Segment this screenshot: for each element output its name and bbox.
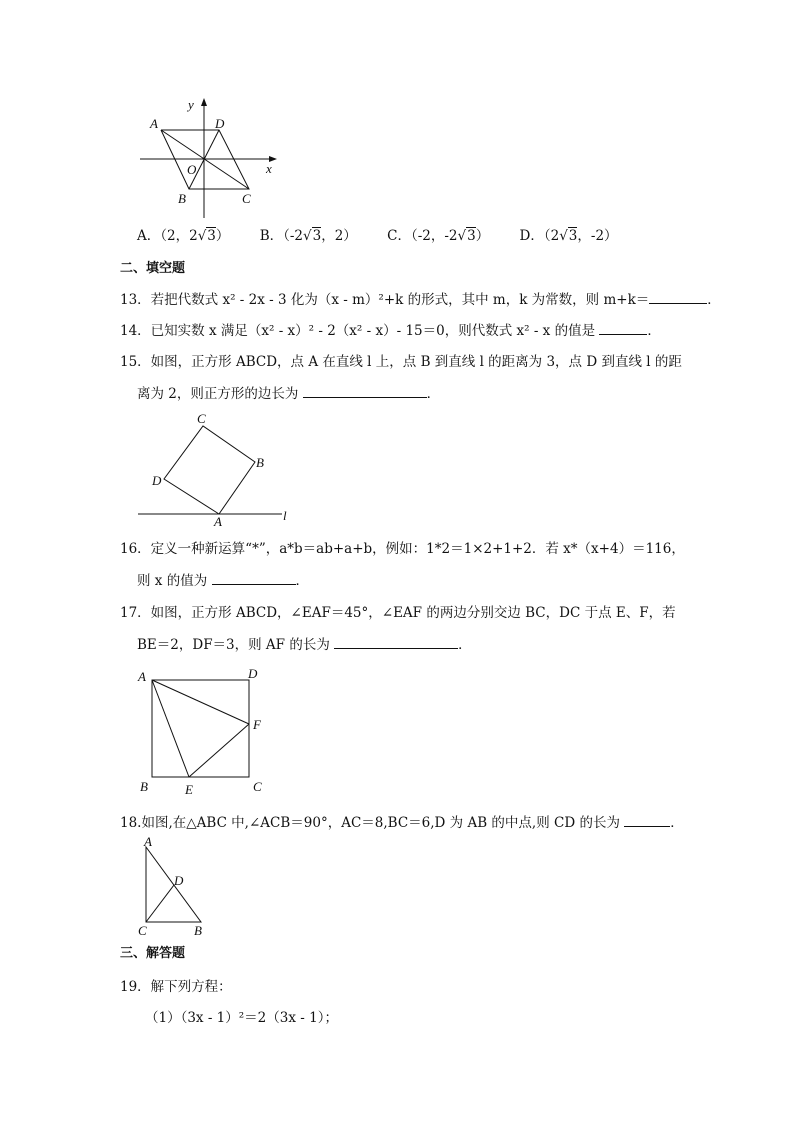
q19-part1: （1）（3x - 1）²＝2（3x - 1）； <box>145 1010 338 1026</box>
q12-label-x: x <box>266 161 272 176</box>
q17-label-c: C <box>253 779 262 794</box>
q15-label-d: D <box>152 473 162 488</box>
q16-answer-blank[interactable] <box>212 570 296 585</box>
q18-label-a: A <box>144 835 152 849</box>
q15-label-l: l <box>283 508 287 523</box>
q17-line1: 17．如图，正方形 ABCD，∠EAF＝45°，∠EAF 的两边分别交边 BC，DC 于点 E、F，若 <box>120 605 676 621</box>
q12-label-y: y <box>188 97 194 112</box>
sqrt-icon: √ <box>457 228 467 244</box>
q17-line2: BE＝2，DF＝3，则 AF 的长为 ． <box>137 634 472 655</box>
q12-label-b: B <box>178 191 186 206</box>
q16-line2: 则 x 的值为 ． <box>137 570 309 591</box>
q17-label-d: D <box>248 666 258 681</box>
sqrt-icon: √ <box>559 228 568 244</box>
q14-answer-blank[interactable] <box>599 320 647 335</box>
q18-answer-blank[interactable] <box>624 812 670 827</box>
q15-answer-blank[interactable] <box>303 383 427 398</box>
q17-label-a: A <box>138 669 146 684</box>
q12-option-c: C．（-2，-2√3） <box>387 228 490 244</box>
q13-answer-blank[interactable] <box>649 289 707 304</box>
q15-label-a: A <box>214 514 222 529</box>
q12-option-d: D．（2√3，-2） <box>519 228 618 244</box>
section-answer-title: 三、解答题 <box>120 946 186 961</box>
q17-label-b: B <box>140 779 148 794</box>
q12-option-b: B．（-2√3，2） <box>259 228 357 244</box>
q14-text: 14．已知实数 x 满足（x² - x）² - 2（x² - x）- 15＝0，则代数式 x² - x 的值是 ． <box>120 320 661 341</box>
q15-label-c: C <box>197 411 206 426</box>
q18-label-b: B <box>194 923 202 938</box>
q17-figure <box>135 664 270 799</box>
q12-figure <box>135 92 285 222</box>
q12-options <box>137 226 644 246</box>
q12-option-a: A．（2，2√3） <box>137 228 230 244</box>
q18-figure <box>133 835 213 939</box>
q15-line1: 15．如图，正方形 ABCD，点 A 在直线 l 上，点 B 到直线 l 的距离为 3，点 D 到直线 l 的距 <box>120 354 682 370</box>
q19-text: 19．解下列方程： <box>120 979 232 995</box>
q15-line2: 离为 2，则正方形的边长为 ． <box>137 383 440 404</box>
q18-text: 18.如图,在△ABC 中,∠ACB＝90°，AC＝8,BC＝6,D 为 AB 的中点,则 CD 的长为 ． <box>120 812 684 833</box>
q12-label-d: D <box>215 116 225 131</box>
section-fill-in-title: 二、填空题 <box>120 261 186 276</box>
q17-answer-blank[interactable] <box>334 634 458 649</box>
q17-label-f: F <box>253 717 261 732</box>
q12-label-o: O <box>187 162 197 177</box>
q17-label-e: E <box>185 782 193 797</box>
sqrt-icon: √ <box>303 228 312 244</box>
q12-label-c: C <box>242 191 251 206</box>
q12-label-a: A <box>150 116 158 131</box>
q16-line1: 16．定义一种新运算“*”，a*b＝ab+a+b，例如：1*2＝1×2+1+2．若 x*（x+4）＝116， <box>120 541 685 557</box>
q15-label-b: B <box>256 455 264 470</box>
q13-text: 13．若把代数式 x² - 2x - 3 化为（x - m）²+k 的形式，其中 m，k 为常数，则 m+k＝ ． <box>120 289 721 310</box>
sqrt-icon: √ <box>197 228 207 244</box>
q18-label-d: D <box>174 873 184 888</box>
q18-label-c: C <box>138 923 147 938</box>
q15-figure <box>130 408 300 530</box>
